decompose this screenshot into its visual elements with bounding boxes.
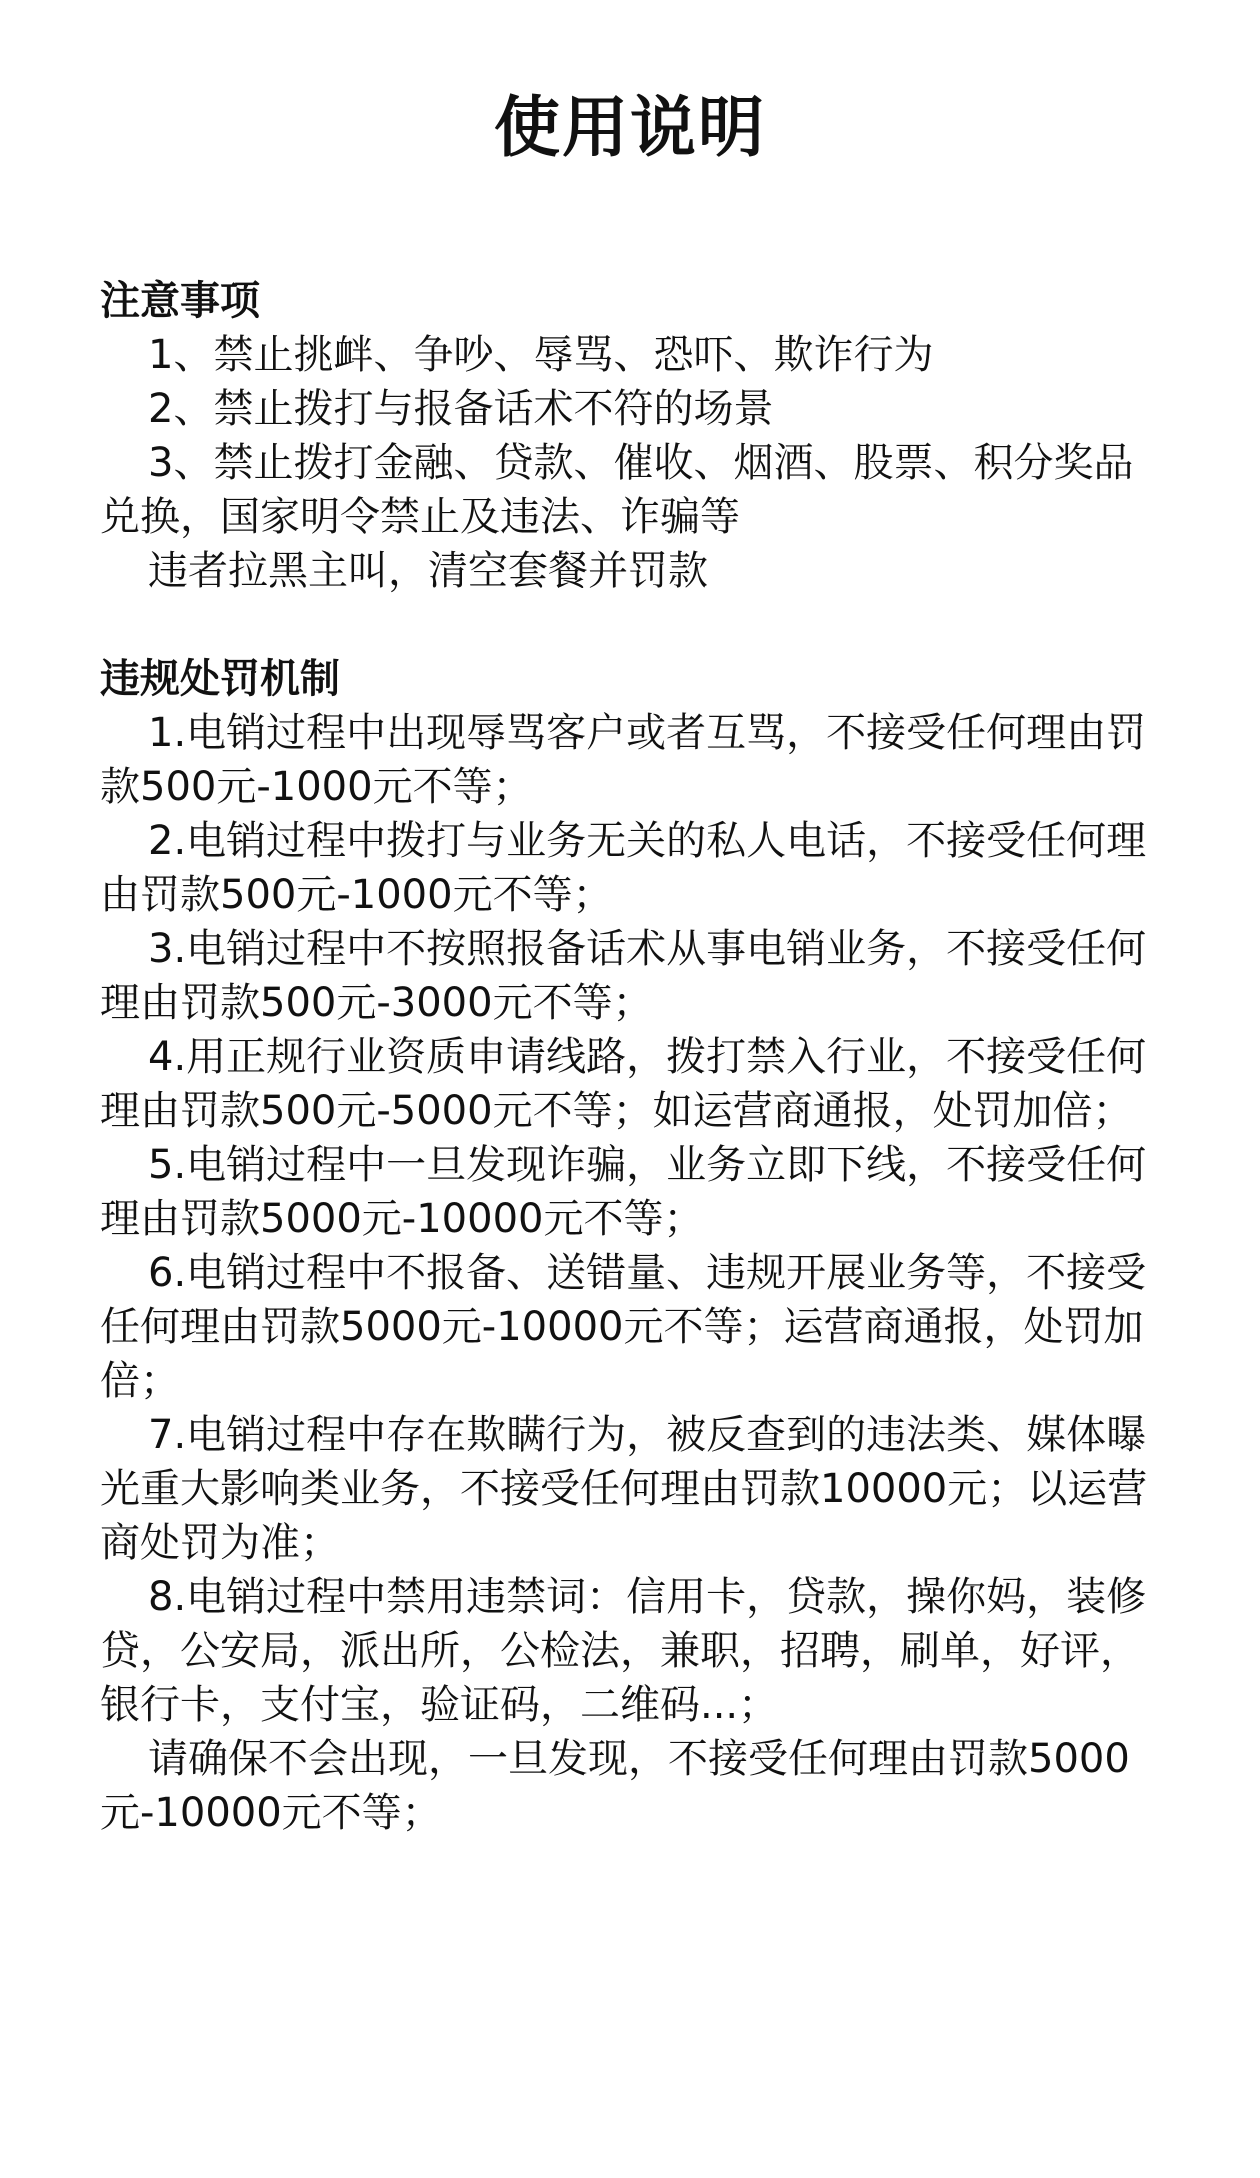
penalty-item-3: 3.电销过程中不按照报备话术从事电销业务，不接受任何理由罚款500元-3000元不等； (100, 926, 1147, 1026)
penalty-item-6: 6.电销过程中不报备、送错量、违规开展业务等，不接受任何理由罚款5000元-10000元不等；运营商通报，处罚加倍； (100, 1250, 1147, 1404)
penalty-item-1: 1.电销过程中出现辱骂客户或者互骂，不接受任何理由罚款500元-1000元不等； (100, 710, 1147, 810)
notice-section (100, 274, 1160, 598)
penalty-item-8: 8.电销过程中禁用违禁词：信用卡，贷款，操你妈，装修贷，公安局，派出所，公检法，兼职，招聘，刷单，好评，银行卡，支付宝，验证码，二维码...； (100, 1574, 1147, 1728)
penalty-section (100, 652, 1160, 1840)
penalty-item-2: 2.电销过程中拨打与业务无关的私人电话，不接受任何理由罚款500元-1000元不等； (100, 818, 1147, 918)
notice-consequence: 违者拉黑主叫，清空套餐并罚款 (148, 548, 708, 594)
notice-heading: 注意事项 (100, 278, 260, 324)
penalty-item-4: 4.用正规行业资质申请线路，拨打禁入行业，不接受任何理由罚款500元-5000元不等；如运营商通报，处罚加倍； (100, 1034, 1147, 1134)
penalty-heading: 违规处罚机制 (100, 656, 340, 702)
notice-item-3: 3、禁止拨打金融、贷款、催收、烟酒、股票、积分奖品兑换，国家明令禁止及违法、诈骗等 (100, 440, 1134, 540)
page-title: 使用说明 (494, 89, 766, 166)
notice-item-1: 1、禁止挑衅、争吵、辱骂、恐吓、欺诈行为 (148, 332, 934, 378)
penalty-closing-note: 请确保不会出现，一旦发现，不接受任何理由罚款5000元-10000元不等； (100, 1736, 1130, 1836)
penalty-item-7: 7.电销过程中存在欺瞒行为，被反查到的违法类、媒体曝光重大影响类业务，不接受任何理由罚款10000元；以运营商处罚为准； (100, 1412, 1148, 1566)
penalty-item-5: 5.电销过程中一旦发现诈骗，业务立即下线，不接受任何理由罚款5000元-10000元不等； (100, 1142, 1147, 1242)
notice-item-2: 2、禁止拨打与报备话术不符的场景 (148, 386, 774, 432)
